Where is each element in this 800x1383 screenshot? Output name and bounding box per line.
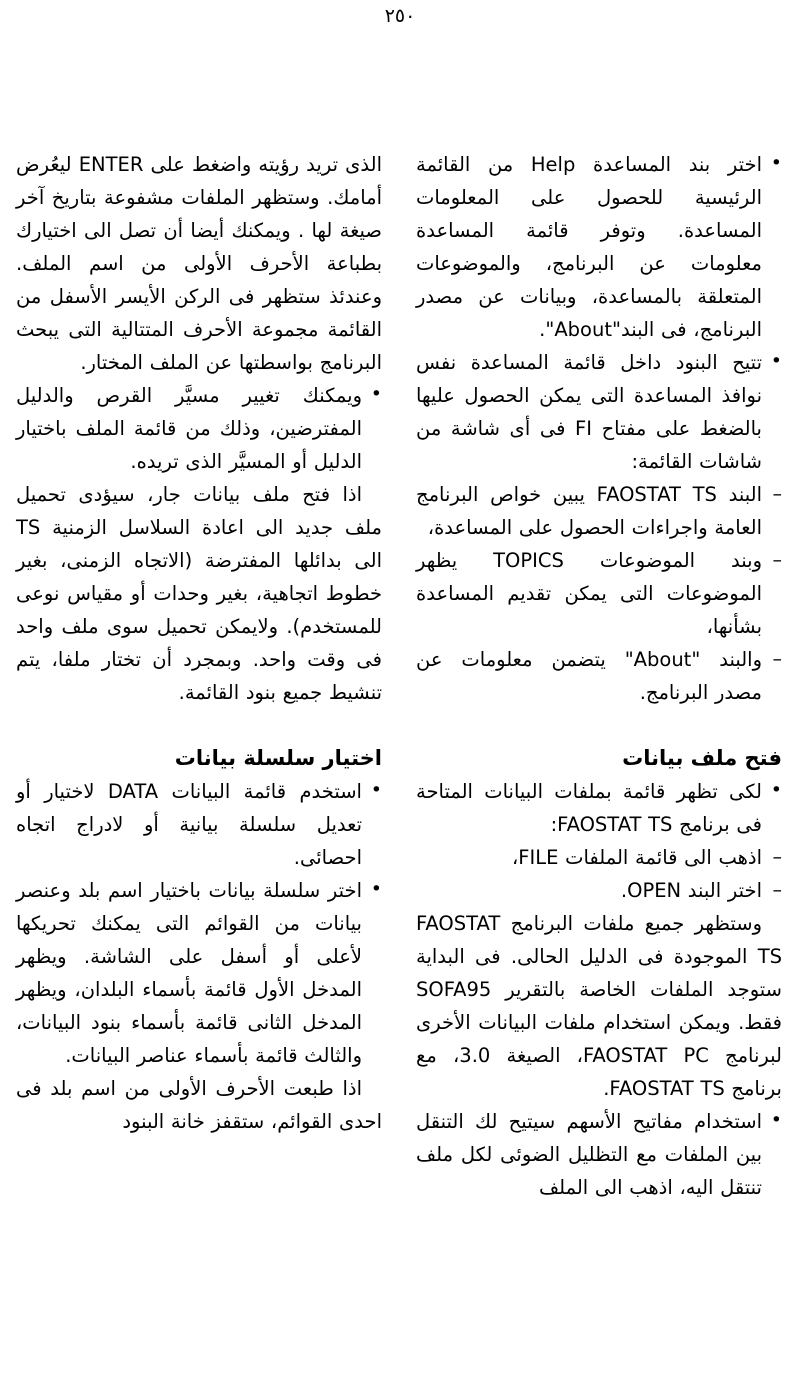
- left-column: [16, 148, 382, 1138]
- section-heading-select-data-series: اختيار سلسلة بيانات: [174, 746, 382, 770]
- list-item: • استخدم قائمة البيانات DATA لاختيار أو تعديل سلسلة بيانية أو لادراج اتجاه احصائى.: [16, 775, 382, 874]
- page-number: ٢٥٠: [384, 5, 416, 27]
- two-column-body: [0, 148, 800, 1204]
- paragraph: اذا فتح ملف بيانات جار، سيؤدى تحميل ملف جديد الى اعادة السلاسل الزمنية TS الى بدائلها المفترضة (الاتجاه الزمنى، بغير خطوط اتجاهية، بغير وحدات أو مقياس نوعى للمستخدم). ولايمكن تحميل سوى ملف واحد فى وقت واحد. وبمجرد أن تختار ملفا، يتم تنشيط جميع بنود القائمة.: [16, 483, 382, 704]
- paragraph: وستظهر جميع ملفات البرنامج FAOSTAT TS الموجودة فى الدليل الحالى. فى البداية ستوجد الملفات الخاصة بالتقرير SOFA95 فقط. ويمكن استخدام ملفات البيانات الأخرى لبرنامج FAOSTAT PC، الصيغة 3.0، مع برنامج FAOSTAT TS.: [416, 912, 782, 1100]
- list-item: • اختر سلسلة بيانات باختيار اسم بلد وعنصر بيانات من القوائم التى يمكنك تحريكها لأعلى أو أسفل على الشاشة. ويظهر المدخل الأول قائمة بأسماء البلدان، ويظهر المدخل الثانى قائمة بأسماء بنود البيانات، والثالث قائمة بأسماء عناصر البيانات.: [16, 874, 382, 1072]
- section-spacer: [416, 709, 782, 742]
- list-item: – البند FAOSTAT TS يبين خواص البرنامج العامة واجراءات الحصول على المساعدة،: [416, 478, 782, 544]
- list-item: • ويمكنك تغيير مسيَّر القرص والدليل المفترضين، وذلك من قائمة الملف باختيار الدليل أو المسيَّر الذى تريده.: [16, 379, 382, 478]
- list-item: – وبند الموضوعات TOPICS يظهر الموضوعات التى يمكن تقديم المساعدة بشأنها،: [416, 544, 782, 643]
- list-item: – والبند "About" يتضمن معلومات عن مصدر البرنامج.: [416, 643, 782, 709]
- paragraph: اذا طبعت الأحرف الأولى من اسم بلد فى احدى القوائم، ستقفز خانة البنود: [16, 1077, 382, 1133]
- list-item: – اذهب الى قائمة الملفات FILE،: [416, 841, 782, 874]
- section-spacer: [16, 709, 382, 742]
- list-item: – اختر البند OPEN.: [416, 874, 782, 907]
- list-item: • تتيح البنود داخل قائمة المساعدة نفس نوافذ المساعدة التى يمكن الحصول عليها بالضغط على مفتاح FI فى أى شاشة من شاشات القائمة:: [416, 346, 782, 478]
- list-item: • لكى تظهر قائمة بملفات البيانات المتاحة فى برنامج FAOSTAT TS:: [416, 775, 782, 841]
- list-item: • استخدام مفاتيح الأسهم سيتيح لك التنقل بين الملفات مع التظليل الضوئى لكل ملف تنتقل اليه، اذهب الى الملف: [416, 1105, 782, 1204]
- paragraph: الذى تريد رؤيته واضغط على ENTER ليعُرض أمامك. وستظهر الملفات مشفوعة بتاريخ آخر صيغة لها . ويمكنك أيضا أن تصل الى اختيارك بطباعة الأحرف الأولى من اسم الملف. وعندئذ ستظهر فى الركن الأيسر الأسفل من القائمة مجموعة الأحرف المتتالية التى يبحث البرنامج بواسطتها عن الملف المختار.: [16, 153, 382, 374]
- list-item: • اختر بند المساعدة Help من القائمة الرئيسية للحصول على المعلومات المساعدة. وتوفر قائمة المساعدة معلومات عن البرنامج، والموضوعات المتعلقة بالمساعدة، وبيانات عن مصدر البرنامج، فى البند"About".: [416, 148, 782, 346]
- right-column: [416, 148, 782, 1204]
- section-heading-open-data-file: فتح ملف بيانات: [622, 746, 782, 770]
